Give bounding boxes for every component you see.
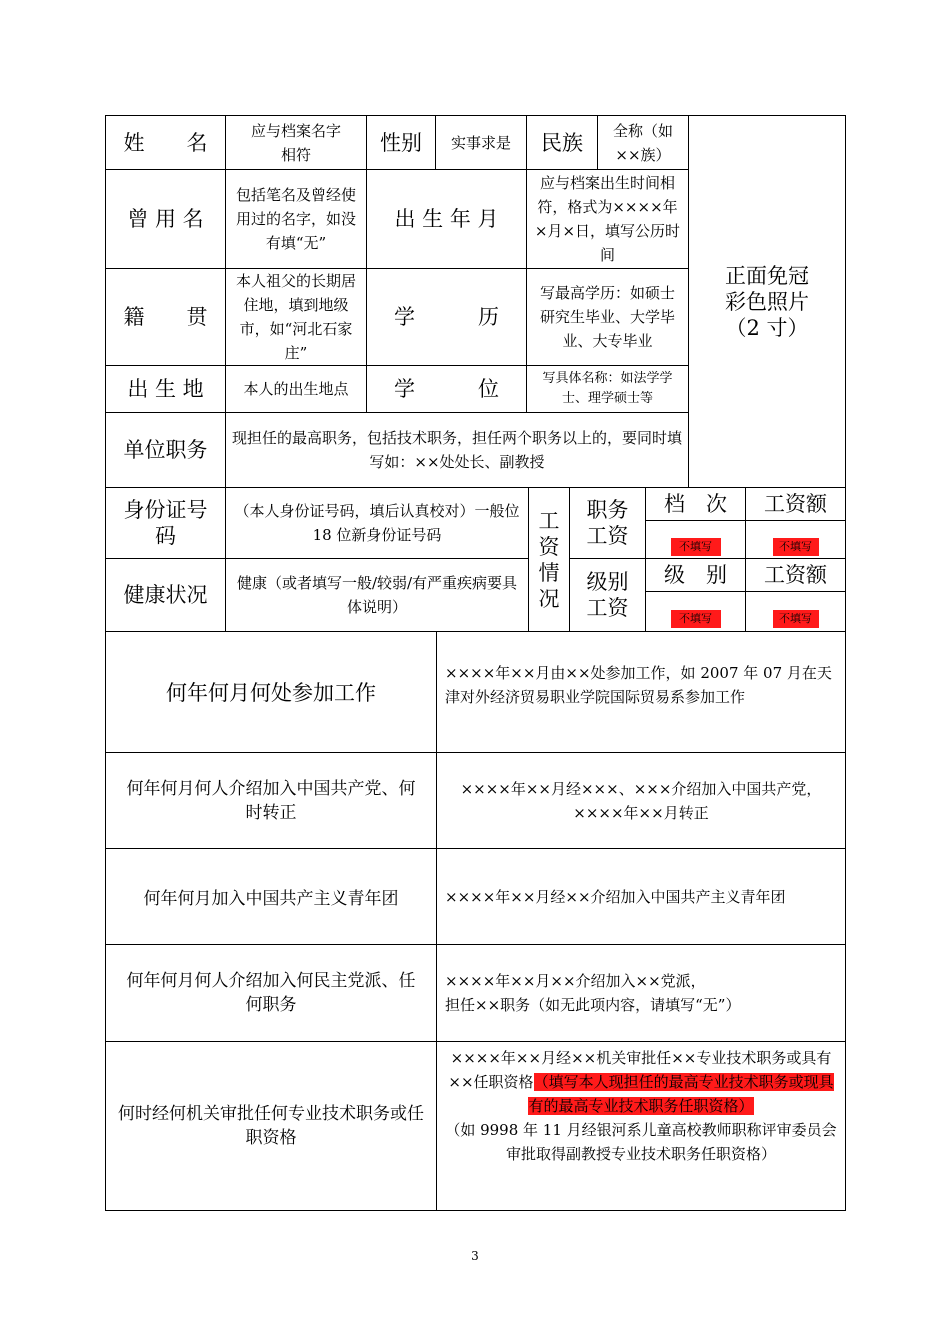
amount-label-2: 工资额	[745, 558, 846, 592]
birthplace-hint: 本人的出生地点	[243, 380, 349, 398]
democratic-party-label	[105, 944, 437, 1042]
former-name-label: 曾 用 名	[105, 169, 226, 269]
work-start-label	[105, 631, 437, 753]
ethnic-hint: 全称（如××族）	[612, 121, 673, 164]
degree-hint: 写具体名称：如法学学士、理学硕士等	[542, 371, 673, 406]
gender-hint: 实事求是	[450, 133, 511, 152]
former-name-hint: 包括笔名及曾经使用过的名字，如没有填“无”	[235, 186, 356, 252]
democratic-party-field[interactable]	[436, 944, 846, 1042]
tech-title-label	[105, 1041, 437, 1211]
rank-salary-label-text: 级别工资	[586, 570, 629, 620]
duty-salary-label-text: 职务工资	[586, 498, 629, 548]
gender-field[interactable]	[435, 115, 527, 170]
level-label: 级 别	[645, 558, 746, 592]
duty-amount-field[interactable]	[745, 520, 846, 559]
name-field[interactable]	[225, 115, 367, 170]
league-join-value: ××××年××月经××介绍加入中国共产主义青年团	[445, 887, 786, 906]
salary-label	[528, 487, 570, 632]
party-join-label-text: 何年何月何人介绍加入中国共产党、何时转正	[126, 778, 416, 823]
native-label: 籍 贯	[105, 268, 226, 366]
birth-hint: 应与档案出生时间相符，格式为××××年×月×日，填写公历时间	[534, 174, 681, 264]
rank-amount-field[interactable]	[745, 591, 846, 632]
id-hint: （本人身份证号码，填后认真校对）一般位 18 位新身份证号码	[234, 502, 520, 544]
league-join-label	[105, 848, 437, 945]
party-join-label	[105, 752, 437, 849]
page-number: 3	[471, 1249, 479, 1263]
grade-label: 档 次	[645, 487, 746, 521]
tech-title-highlight: （填写本人现担任的最高专业技术职务或现具有的最高专业技术职务任职资格）	[528, 1073, 834, 1115]
party-join-field[interactable]	[436, 752, 846, 849]
democratic-party-label-text: 何年何月何人介绍加入何民主党派、任何职务	[126, 971, 416, 1015]
duty-grade-field[interactable]	[645, 520, 746, 559]
name-label: 姓 名	[105, 115, 226, 170]
photo-hint: 正面免冠彩色照片（2 寸）	[725, 263, 809, 340]
work-start-field[interactable]	[436, 631, 846, 753]
former-name-field[interactable]	[225, 169, 367, 269]
no-fill-badge: 不填写	[671, 610, 721, 628]
salary-label-text: 工资情况	[538, 508, 560, 611]
id-field[interactable]	[225, 487, 529, 559]
amount-label: 工资额	[745, 487, 846, 521]
league-join-field[interactable]	[436, 848, 846, 945]
position-field[interactable]	[225, 412, 689, 488]
id-label-text: 身份证号 码	[123, 498, 229, 548]
rank-level-field[interactable]	[645, 591, 746, 632]
duty-salary-label	[569, 487, 646, 559]
birthplace-field[interactable]	[225, 365, 367, 413]
position-label: 单位职务	[105, 412, 226, 488]
no-fill-badge: 不填写	[773, 610, 819, 628]
birthplace-label: 出 生 地	[105, 365, 226, 413]
degree-field[interactable]	[526, 365, 689, 413]
birth-field[interactable]	[526, 169, 689, 269]
native-hint: 本人祖父的长期居住地，填到地级市，如“河北石家庄”	[235, 272, 356, 362]
birth-label: 出 生 年 月	[366, 169, 527, 269]
name-hint: 应与档案名字相符	[251, 121, 342, 164]
tech-title-example: （如 9998 年 11 月经银河系儿童高校教师职称评审委员会审批取得副教授专业技术职务任职资格）	[445, 1121, 837, 1163]
education-field[interactable]	[526, 268, 689, 366]
ethnic-field[interactable]	[597, 115, 689, 170]
no-fill-badge: 不填写	[773, 538, 819, 556]
id-label	[105, 487, 229, 559]
native-field[interactable]	[225, 268, 367, 366]
democratic-party-value-line2: 担任××职务（如无此项内容，请填写“无”）	[445, 996, 741, 1014]
no-fill-badge: 不填写	[671, 538, 721, 556]
position-hint: 现担任的最高职务，包括技术职务，担任两个职务以上的，要同时填写如：××处处长、副教授	[232, 429, 683, 471]
league-join-label-text: 何年何月加入中国共产主义青年团	[143, 889, 399, 909]
gender-label: 性别	[366, 115, 436, 170]
education-hint: 写最高学历：如硕士研究生毕业、大学毕业、大专毕业	[539, 284, 675, 350]
health-label: 健康状况	[105, 558, 226, 632]
photo-box[interactable]	[688, 115, 846, 488]
education-label: 学 历	[366, 268, 527, 366]
health-field[interactable]	[225, 558, 529, 632]
rank-salary-label	[569, 558, 646, 632]
democratic-party-value-line1: ××××年××月××介绍加入××党派，	[445, 972, 706, 990]
degree-label: 学 位	[366, 365, 527, 413]
party-join-value: ××××年××月经×××、×××介绍加入中国共产党，××××年××月转正	[460, 779, 822, 822]
ethnic-label: 民族	[526, 115, 598, 170]
tech-title-value: ××××年××月经××机关审批任××专业技术职务或具有××任职资格	[448, 1049, 832, 1091]
tech-title-field[interactable]	[436, 1041, 846, 1211]
work-start-value: ××××年××月由××处参加工作，如 2007 年 07 月在天津对外经济贸易职业学院国际贸易系参加工作	[445, 664, 832, 706]
tech-title-label-text: 何时经何机关审批任何专业技术职务或任职资格	[118, 1104, 424, 1148]
health-hint: 健康（或者填写一般/较弱/有严重疾病要具体说明）	[236, 574, 518, 616]
work-start-label-text: 何年何月何处参加工作	[166, 681, 376, 705]
